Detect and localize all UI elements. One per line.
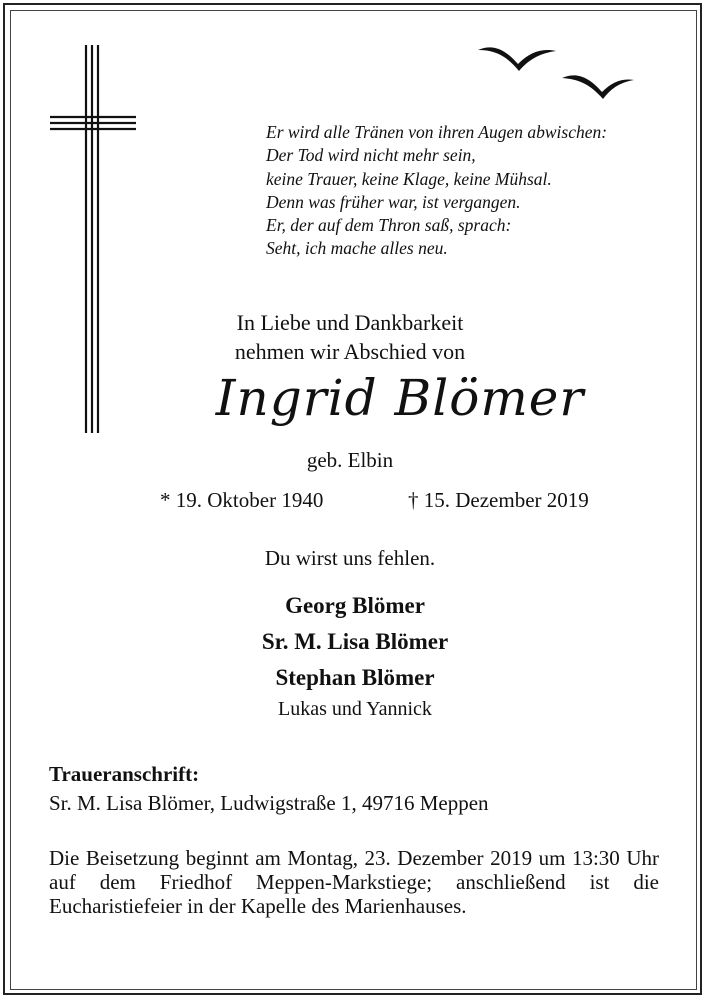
verse-line: Er wird alle Tränen von ihren Augen abwischen: <box>266 122 608 142</box>
death-date: † 15. Dezember 2019 <box>408 488 589 512</box>
address-heading: Traueranschrift: <box>49 762 200 786</box>
intro-text <box>200 308 500 366</box>
bible-verse <box>266 121 686 261</box>
mourner-name: Georg Blömer <box>285 593 425 618</box>
birth-date: * 19. Oktober 1940 <box>160 488 324 512</box>
birds-icon <box>478 42 638 102</box>
mourning-address <box>49 760 489 818</box>
mourner-name: Stephan Blömer <box>275 665 435 690</box>
verse-line: keine Trauer, keine Klage, keine Mühsal. <box>266 168 552 189</box>
funeral-details: Die Beisetzung beginnt am Montag, 23. Dezember 2019 um 13:30 Uhr auf dem Friedhof Meppen-Markstiege; anschließend ist die Eucharistiefeier in der Kapelle des Marienhauses. <box>49 846 659 918</box>
verse-line: Der Tod wird nicht mehr sein, <box>266 145 476 166</box>
intro-line-2: nehmen wir Abschied von <box>234 339 466 364</box>
intro-line-1: In Liebe und Dankbarkeit <box>236 310 464 335</box>
deceased-name: Ingrid Blömer <box>215 369 585 427</box>
farewell-text: Du wirst uns fehlen. <box>264 546 436 570</box>
maiden-name: geb. Elbin <box>306 448 394 472</box>
grandchildren: Lukas und Yannick <box>278 698 432 720</box>
mourner-name: Sr. M. Lisa Blömer <box>261 629 449 654</box>
address-text: Sr. M. Lisa Blömer, Ludwigstraße 1, 49716 Meppen <box>49 791 489 815</box>
verse-line: Er, der auf dem Thron saß, sprach: <box>266 215 512 236</box>
verse-line: Denn was früher war, ist vergangen. <box>266 191 521 212</box>
verse-line: Seht, ich mache alles neu. <box>266 238 448 259</box>
cross-icon <box>50 45 136 435</box>
mourners-list <box>200 588 510 722</box>
